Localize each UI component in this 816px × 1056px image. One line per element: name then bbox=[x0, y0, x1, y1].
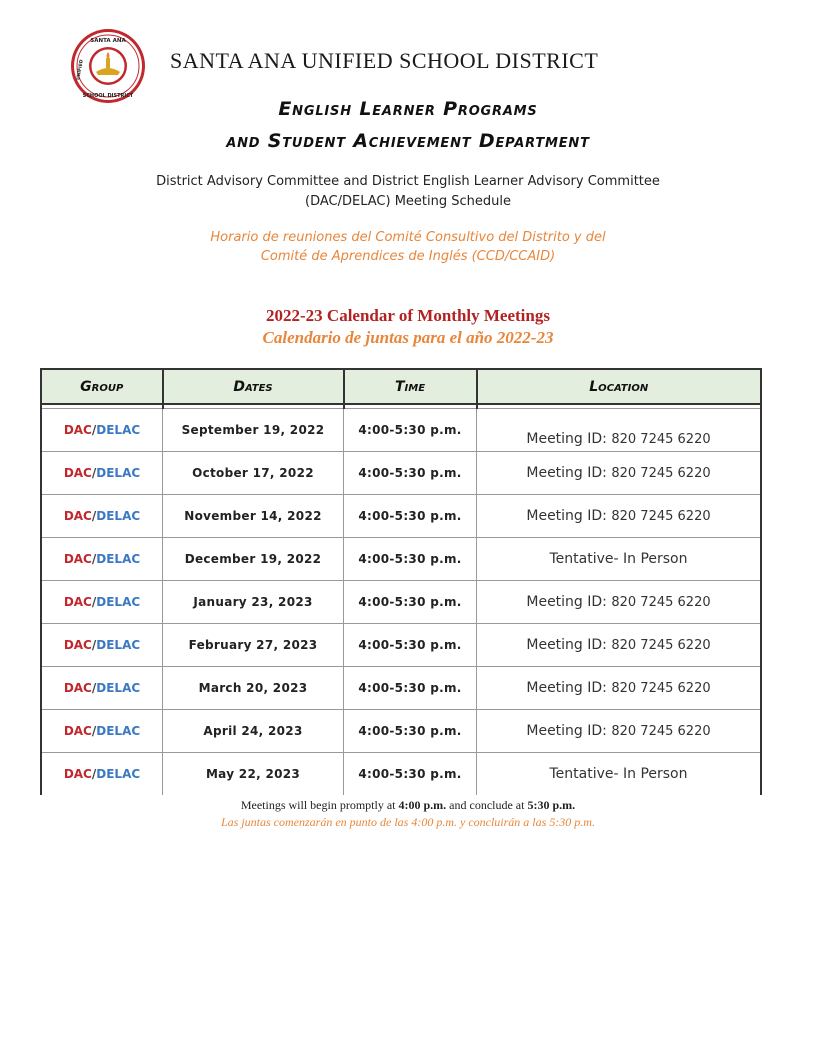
cell-location bbox=[477, 753, 762, 796]
cell-location bbox=[477, 538, 762, 581]
location-text bbox=[526, 594, 710, 610]
cell-group bbox=[41, 667, 163, 710]
cell-time: 4:00-5:30 p.m. bbox=[344, 495, 477, 538]
location-label: Meeting ID: bbox=[526, 594, 612, 610]
location-text bbox=[526, 637, 710, 653]
table-row bbox=[41, 581, 761, 624]
department-title-line1: English Learner Programs bbox=[278, 98, 538, 120]
group-separator: / bbox=[91, 767, 97, 781]
group-delac: DELAC bbox=[96, 767, 141, 781]
cell-time: 4:00-5:30 p.m. bbox=[344, 409, 477, 452]
calendar-title-es: Calendario de juntas para el año 2022-23 bbox=[262, 328, 554, 347]
subtitle-en-line2: (DAC/DELAC) Meeting Schedule bbox=[305, 194, 511, 209]
cell-group bbox=[41, 495, 163, 538]
group-dac: DAC bbox=[63, 638, 92, 652]
cell-group bbox=[41, 581, 163, 624]
cell-location bbox=[477, 409, 762, 452]
location-text bbox=[549, 551, 687, 567]
subtitle-en-line1: District Advisory Committee and District English Learner Advisory Committee bbox=[156, 174, 660, 189]
subtitle-es-line2: Comité de Aprendices de Inglés (CCD/CCAID) bbox=[260, 249, 556, 264]
location-label: Meeting ID: bbox=[526, 431, 612, 447]
cell-date: February 27, 2023 bbox=[163, 624, 344, 667]
svg-text:SCHOOL DISTRICT: SCHOOL DISTRICT bbox=[82, 93, 134, 99]
footer-en-start-time: 4:00 p.m. bbox=[398, 798, 447, 812]
cell-time: 4:00-5:30 p.m. bbox=[344, 452, 477, 495]
location-label: Meeting ID: bbox=[526, 637, 612, 653]
location-label: Tentative- In Person bbox=[549, 551, 688, 567]
cell-date: November 14, 2022 bbox=[163, 495, 344, 538]
calendar-title-en: 2022-23 Calendar of Monthly Meetings bbox=[266, 306, 550, 325]
table-body bbox=[41, 404, 761, 795]
table-row bbox=[41, 409, 761, 452]
footer-en-part1: Meetings will begin promptly at bbox=[240, 798, 399, 812]
cell-group bbox=[41, 538, 163, 581]
cell-group bbox=[41, 753, 163, 796]
group-separator: / bbox=[91, 509, 97, 523]
cell-time: 4:00-5:30 p.m. bbox=[344, 710, 477, 753]
group-delac: DELAC bbox=[96, 509, 141, 523]
cell-location bbox=[477, 452, 762, 495]
group-dac: DAC bbox=[63, 724, 92, 738]
header-location: Location bbox=[477, 369, 762, 404]
header-group: Group bbox=[41, 369, 163, 404]
group-separator: / bbox=[91, 466, 97, 480]
group-dac: DAC bbox=[63, 423, 92, 437]
subtitle-es-line1: Horario de reuniones del Comité Consultivo del Distrito y del bbox=[210, 230, 606, 245]
meeting-schedule-table bbox=[40, 368, 762, 795]
header-dates: Dates bbox=[163, 369, 344, 404]
group-dac: DAC bbox=[63, 681, 92, 695]
cell-time: 4:00-5:30 p.m. bbox=[344, 753, 477, 796]
cell-group bbox=[41, 409, 163, 452]
meeting-id-number: 820 7245 6220 bbox=[611, 432, 711, 447]
location-label: Meeting ID: bbox=[526, 465, 612, 481]
group-separator: / bbox=[91, 423, 97, 437]
group-delac: DELAC bbox=[96, 595, 141, 609]
location-text bbox=[526, 413, 710, 447]
footer-note-es: Las juntas comenzarán en punto de las 4:00 p.m. y concluirán a las 5:30 p.m. bbox=[221, 815, 595, 829]
location-label: Meeting ID: bbox=[526, 680, 612, 696]
group-separator: / bbox=[91, 681, 97, 695]
meeting-id-number: 820 7245 6220 bbox=[611, 466, 711, 481]
cell-location bbox=[477, 667, 762, 710]
group-dac: DAC bbox=[63, 767, 92, 781]
cell-date: September 19, 2022 bbox=[163, 409, 344, 452]
location-text bbox=[526, 508, 710, 524]
cell-location bbox=[477, 495, 762, 538]
meeting-id-number: 820 7245 6220 bbox=[611, 509, 711, 524]
cell-date: April 24, 2023 bbox=[163, 710, 344, 753]
location-text bbox=[549, 766, 687, 782]
group-delac: DELAC bbox=[96, 466, 141, 480]
group-separator: / bbox=[91, 552, 97, 566]
cell-group bbox=[41, 710, 163, 753]
group-dac: DAC bbox=[63, 552, 92, 566]
meeting-id-number: 820 7245 6220 bbox=[611, 638, 711, 653]
cell-time: 4:00-5:30 p.m. bbox=[344, 581, 477, 624]
table-header-row bbox=[41, 369, 761, 404]
group-delac: DELAC bbox=[96, 423, 141, 437]
cell-location bbox=[477, 581, 762, 624]
meeting-id-number: 820 7245 6220 bbox=[611, 724, 711, 739]
location-label: Meeting ID: bbox=[526, 723, 612, 739]
cell-date: March 20, 2023 bbox=[163, 667, 344, 710]
cell-group bbox=[41, 452, 163, 495]
group-dac: DAC bbox=[63, 595, 92, 609]
meeting-id-number: 820 7245 6220 bbox=[611, 681, 711, 696]
district-title: SANTA ANA UNIFIED SCHOOL DISTRICT bbox=[170, 48, 599, 73]
table-row bbox=[41, 495, 761, 538]
location-label: Meeting ID: bbox=[526, 508, 612, 524]
group-delac: DELAC bbox=[96, 552, 141, 566]
group-delac: DELAC bbox=[96, 724, 141, 738]
location-text bbox=[526, 465, 710, 481]
group-delac: DELAC bbox=[96, 638, 141, 652]
table-row bbox=[41, 538, 761, 581]
group-dac: DAC bbox=[63, 509, 92, 523]
table-row bbox=[41, 452, 761, 495]
cell-time: 4:00-5:30 p.m. bbox=[344, 624, 477, 667]
cell-date: October 17, 2022 bbox=[163, 452, 344, 495]
meeting-id-number: 820 7245 6220 bbox=[611, 595, 711, 610]
cell-location bbox=[477, 710, 762, 753]
location-text bbox=[526, 680, 710, 696]
cell-date: January 23, 2023 bbox=[163, 581, 344, 624]
table-row bbox=[41, 624, 761, 667]
department-title-line2: and Student Achievement Department bbox=[226, 130, 590, 152]
location-text bbox=[526, 723, 710, 739]
table-row bbox=[41, 667, 761, 710]
group-delac: DELAC bbox=[96, 681, 141, 695]
footer-note-en bbox=[0, 798, 816, 813]
cell-group bbox=[41, 624, 163, 667]
cell-date: December 19, 2022 bbox=[163, 538, 344, 581]
group-separator: / bbox=[91, 724, 97, 738]
cell-time: 4:00-5:30 p.m. bbox=[344, 538, 477, 581]
district-seal-logo bbox=[70, 28, 146, 104]
group-dac: DAC bbox=[63, 466, 92, 480]
cell-time: 4:00-5:30 p.m. bbox=[344, 667, 477, 710]
table-row bbox=[41, 753, 761, 796]
svg-text:SANTA ANA: SANTA ANA bbox=[90, 38, 126, 44]
footer-en-end-time: 5:30 p.m. bbox=[527, 798, 576, 812]
group-separator: / bbox=[91, 638, 97, 652]
cell-date: May 22, 2023 bbox=[163, 753, 344, 796]
location-label: Tentative- In Person bbox=[549, 766, 688, 782]
header-time: Time bbox=[344, 369, 477, 404]
table-row bbox=[41, 710, 761, 753]
svg-text:UNIFIED: UNIFIED bbox=[76, 59, 85, 81]
footer-en-part2: and conclude at bbox=[446, 798, 528, 812]
group-separator: / bbox=[91, 595, 97, 609]
cell-location bbox=[477, 624, 762, 667]
